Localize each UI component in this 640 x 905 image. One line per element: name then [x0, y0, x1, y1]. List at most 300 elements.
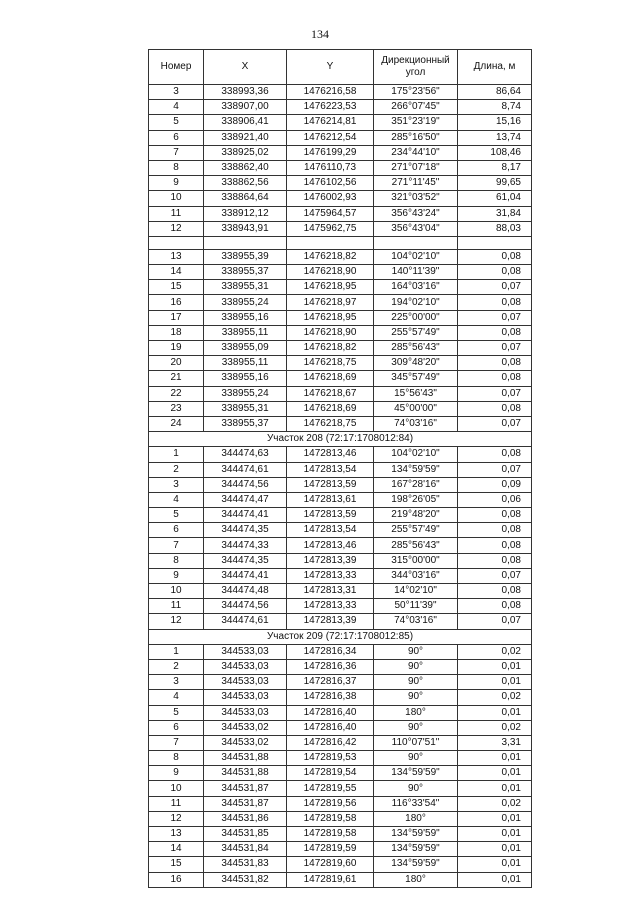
point-number-cell: 15: [149, 857, 204, 872]
length-cell: 0,02: [458, 720, 532, 735]
length-cell: 0,02: [458, 690, 532, 705]
y-coordinate-cell: 1472819,58: [287, 811, 374, 826]
table-row: [149, 584, 532, 599]
direction-angle-cell: 90°: [374, 659, 458, 674]
direction-angle-cell: 15°56'43": [374, 386, 458, 401]
point-number-cell: 13: [149, 827, 204, 842]
point-number-cell: 6: [149, 523, 204, 538]
direction-angle-cell: 234°44'10": [374, 145, 458, 160]
x-coordinate-cell: 338955,37: [204, 265, 287, 280]
table-row: [149, 690, 532, 705]
point-number-cell: 4: [149, 492, 204, 507]
direction-angle-cell: 90°: [374, 644, 458, 659]
header-length: Длина, м: [458, 50, 532, 85]
table-row: [149, 781, 532, 796]
direction-angle-cell: 74°03'16": [374, 416, 458, 431]
direction-angle-cell: 90°: [374, 720, 458, 735]
direction-angle-cell: 180°: [374, 811, 458, 826]
length-cell: 0,08: [458, 249, 532, 264]
length-cell: 0,01: [458, 857, 532, 872]
y-coordinate-cell: 1476218,69: [287, 401, 374, 416]
table-row: [149, 842, 532, 857]
y-coordinate-cell: 1476102,56: [287, 176, 374, 191]
point-number-cell: 11: [149, 206, 204, 221]
length-cell: 0,01: [458, 827, 532, 842]
table-row: [149, 477, 532, 492]
length-cell: 3,31: [458, 735, 532, 750]
direction-angle-cell: 180°: [374, 872, 458, 887]
y-coordinate-cell: 1472813,59: [287, 477, 374, 492]
table-row: [149, 265, 532, 280]
length-cell: 0,01: [458, 675, 532, 690]
direction-angle-cell: 140°11'39": [374, 265, 458, 280]
length-cell: 0,08: [458, 265, 532, 280]
y-coordinate-cell: 1476218,75: [287, 356, 374, 371]
table-row: [149, 508, 532, 523]
table-row: [149, 386, 532, 401]
table-row: [149, 206, 532, 221]
direction-angle-cell: 90°: [374, 690, 458, 705]
x-coordinate-cell: 338955,16: [204, 310, 287, 325]
point-number-cell: 4: [149, 100, 204, 115]
x-coordinate-cell: 344533,03: [204, 690, 287, 705]
direction-angle-cell: 134°59'59": [374, 462, 458, 477]
y-coordinate-cell: 1476002,93: [287, 191, 374, 206]
direction-angle-cell: 309°48'20": [374, 356, 458, 371]
x-coordinate-cell: 344474,41: [204, 508, 287, 523]
x-coordinate-cell: 338906,41: [204, 115, 287, 130]
direction-angle-cell: 134°59'59": [374, 827, 458, 842]
table-row: [149, 599, 532, 614]
y-coordinate-cell: 1472819,55: [287, 781, 374, 796]
length-cell: 31,84: [458, 206, 532, 221]
x-coordinate-cell: 344533,03: [204, 644, 287, 659]
length-cell: 0,08: [458, 523, 532, 538]
point-number-cell: 11: [149, 796, 204, 811]
x-coordinate-cell: 344474,35: [204, 553, 287, 568]
direction-angle-cell: 164°03'16": [374, 280, 458, 295]
coordinates-table: [148, 49, 532, 888]
length-cell: 0,08: [458, 538, 532, 553]
direction-angle-cell: 271°11'45": [374, 176, 458, 191]
direction-angle-cell: 219°48'20": [374, 508, 458, 523]
x-coordinate-cell: 338907,00: [204, 100, 287, 115]
point-number-cell: 9: [149, 568, 204, 583]
x-coordinate-cell: 344531,84: [204, 842, 287, 857]
table-row: [149, 280, 532, 295]
x-coordinate-cell: 344474,48: [204, 584, 287, 599]
y-coordinate-cell: 1472819,61: [287, 872, 374, 887]
y-coordinate-cell: 1476218,82: [287, 341, 374, 356]
length-cell: 0,08: [458, 508, 532, 523]
x-coordinate-cell: 344533,03: [204, 659, 287, 674]
table-row: [149, 857, 532, 872]
x-coordinate-cell: 344474,33: [204, 538, 287, 553]
table-row: [149, 705, 532, 720]
table-row: [149, 356, 532, 371]
section-row: [149, 629, 532, 644]
y-coordinate-cell: 1472816,40: [287, 720, 374, 735]
length-cell: 0,08: [458, 371, 532, 386]
direction-angle-cell: 14°02'10": [374, 584, 458, 599]
point-number-cell: 3: [149, 85, 204, 100]
y-coordinate-cell: 1476218,97: [287, 295, 374, 310]
length-cell: 0,08: [458, 599, 532, 614]
x-coordinate-cell: 344474,56: [204, 599, 287, 614]
section-title: Участок 208 (72:17:1708012:84): [149, 432, 532, 447]
x-coordinate-cell: 338955,16: [204, 371, 287, 386]
length-cell: 0,08: [458, 295, 532, 310]
x-coordinate-cell: 344533,02: [204, 735, 287, 750]
table-row: [149, 720, 532, 735]
table-row: [149, 553, 532, 568]
table-row: [149, 295, 532, 310]
direction-angle-cell: 104°02'10": [374, 249, 458, 264]
y-coordinate-cell: 1476218,82: [287, 249, 374, 264]
y-coordinate-cell: 1472819,53: [287, 751, 374, 766]
table-row: [149, 221, 532, 236]
section-row: [149, 432, 532, 447]
table-row: [149, 249, 532, 264]
header-x: X: [204, 50, 287, 85]
x-coordinate-cell: 344531,86: [204, 811, 287, 826]
y-coordinate-cell: 1472813,33: [287, 568, 374, 583]
x-coordinate-cell: 338955,31: [204, 401, 287, 416]
header-number: Номер: [149, 50, 204, 85]
point-number-cell: 6: [149, 720, 204, 735]
table-row: [149, 145, 532, 160]
length-cell: 0,08: [458, 325, 532, 340]
table-row: [149, 827, 532, 842]
point-number-cell: 7: [149, 538, 204, 553]
direction-angle-cell: 285°56'43": [374, 341, 458, 356]
x-coordinate-cell: 338993,36: [204, 85, 287, 100]
table-row: [149, 766, 532, 781]
length-cell: 0,01: [458, 705, 532, 720]
point-number-cell: 3: [149, 477, 204, 492]
point-number-cell: 16: [149, 295, 204, 310]
point-number-cell: 18: [149, 325, 204, 340]
length-cell: 0,08: [458, 401, 532, 416]
length-cell: 0,01: [458, 751, 532, 766]
point-number-cell: 7: [149, 145, 204, 160]
table-row: [149, 341, 532, 356]
x-coordinate-cell: 338955,31: [204, 280, 287, 295]
point-number-cell: 3: [149, 675, 204, 690]
y-coordinate-cell: 1476218,75: [287, 416, 374, 431]
y-coordinate-cell: 1476223,53: [287, 100, 374, 115]
length-cell: 0,07: [458, 614, 532, 629]
table-row: [149, 85, 532, 100]
table-row: [149, 416, 532, 431]
length-cell: 0,09: [458, 477, 532, 492]
x-coordinate-cell: 344531,82: [204, 872, 287, 887]
y-coordinate-cell: 1472819,59: [287, 842, 374, 857]
direction-angle-cell: 167°28'16": [374, 477, 458, 492]
y-coordinate-cell: 1472813,31: [287, 584, 374, 599]
point-number-cell: 12: [149, 221, 204, 236]
length-cell: 0,01: [458, 659, 532, 674]
y-coordinate-cell: 1475964,57: [287, 206, 374, 221]
table-row: [149, 310, 532, 325]
x-coordinate-cell: 344474,41: [204, 568, 287, 583]
direction-angle-cell: 225°00'00": [374, 310, 458, 325]
length-cell: 99,65: [458, 176, 532, 191]
direction-angle-cell: 321°03'52": [374, 191, 458, 206]
length-cell: 0,07: [458, 416, 532, 431]
header-row: [149, 50, 532, 85]
y-coordinate-cell: 1472813,61: [287, 492, 374, 507]
length-cell: 0,08: [458, 584, 532, 599]
point-number-cell: 8: [149, 751, 204, 766]
table-row: [149, 538, 532, 553]
direction-angle-cell: 255°57'49": [374, 523, 458, 538]
length-cell: 0,07: [458, 280, 532, 295]
y-coordinate-cell: 1475962,75: [287, 221, 374, 236]
direction-angle-cell: 351°23'19": [374, 115, 458, 130]
y-coordinate-cell: 1472819,56: [287, 796, 374, 811]
y-coordinate-cell: 1476199,29: [287, 145, 374, 160]
table-body: [149, 85, 532, 888]
y-coordinate-cell: 1472813,59: [287, 508, 374, 523]
length-cell: 0,07: [458, 310, 532, 325]
point-number-cell: 6: [149, 130, 204, 145]
x-coordinate-cell: 338955,24: [204, 295, 287, 310]
direction-angle-cell: 285°56'43": [374, 538, 458, 553]
table-row: [149, 811, 532, 826]
length-cell: 108,46: [458, 145, 532, 160]
length-cell: 86,64: [458, 85, 532, 100]
direction-angle-cell: 255°57'49": [374, 325, 458, 340]
x-coordinate-cell: 338955,24: [204, 386, 287, 401]
point-number-cell: 1: [149, 644, 204, 659]
point-number-cell: 24: [149, 416, 204, 431]
point-number-cell: 5: [149, 115, 204, 130]
direction-angle-cell: 356°43'24": [374, 206, 458, 221]
direction-angle-cell: 175°23'56": [374, 85, 458, 100]
point-number-cell: 12: [149, 811, 204, 826]
point-number-cell: 10: [149, 584, 204, 599]
table-row: [149, 462, 532, 477]
length-cell: 0,08: [458, 553, 532, 568]
point-number-cell: 7: [149, 735, 204, 750]
length-cell: 0,01: [458, 781, 532, 796]
direction-angle-cell: 74°03'16": [374, 614, 458, 629]
x-coordinate-cell: 344474,61: [204, 462, 287, 477]
direction-angle-cell: 194°02'10": [374, 295, 458, 310]
x-coordinate-cell: 338955,11: [204, 325, 287, 340]
table-row: [149, 659, 532, 674]
direction-angle-cell: 45°00'00": [374, 401, 458, 416]
header-y: Y: [287, 50, 374, 85]
length-cell: 0,01: [458, 842, 532, 857]
point-number-cell: 1: [149, 447, 204, 462]
x-coordinate-cell: 338955,37: [204, 416, 287, 431]
direction-angle-cell: 134°59'59": [374, 766, 458, 781]
x-coordinate-cell: 344474,61: [204, 614, 287, 629]
direction-angle-cell: 266°07'45": [374, 100, 458, 115]
table-row: [149, 614, 532, 629]
y-coordinate-cell: 1472813,46: [287, 538, 374, 553]
y-coordinate-cell: 1476218,69: [287, 371, 374, 386]
length-cell: 0,01: [458, 766, 532, 781]
direction-angle-cell: 134°59'59": [374, 842, 458, 857]
table-row: [149, 371, 532, 386]
x-coordinate-cell: 338955,11: [204, 356, 287, 371]
table-row: [149, 160, 532, 175]
x-coordinate-cell: 344531,87: [204, 796, 287, 811]
point-number-cell: 2: [149, 659, 204, 674]
y-coordinate-cell: 1476218,90: [287, 265, 374, 280]
table-row: [149, 325, 532, 340]
x-coordinate-cell: 344533,02: [204, 720, 287, 735]
length-cell: 8,74: [458, 100, 532, 115]
direction-angle-cell: 271°07'18": [374, 160, 458, 175]
table-row: [149, 872, 532, 887]
point-number-cell: 14: [149, 265, 204, 280]
point-number-cell: 10: [149, 191, 204, 206]
x-coordinate-cell: 338925,02: [204, 145, 287, 160]
direction-angle-cell: 180°: [374, 705, 458, 720]
x-coordinate-cell: 344533,03: [204, 675, 287, 690]
point-number-cell: 10: [149, 781, 204, 796]
table-row: [149, 644, 532, 659]
x-coordinate-cell: 338864,64: [204, 191, 287, 206]
y-coordinate-cell: 1472816,36: [287, 659, 374, 674]
length-cell: 0,07: [458, 462, 532, 477]
length-cell: 61,04: [458, 191, 532, 206]
page-number: 134: [311, 27, 329, 41]
x-coordinate-cell: 338862,56: [204, 176, 287, 191]
length-cell: 0,01: [458, 811, 532, 826]
y-coordinate-cell: 1472819,58: [287, 827, 374, 842]
direction-angle-cell: 90°: [374, 751, 458, 766]
x-coordinate-cell: 344474,35: [204, 523, 287, 538]
point-number-cell: 17: [149, 310, 204, 325]
point-number-cell: 8: [149, 160, 204, 175]
point-number-cell: 13: [149, 249, 204, 264]
point-number-cell: 15: [149, 280, 204, 295]
direction-angle-cell: 198°26'05": [374, 492, 458, 507]
point-number-cell: 9: [149, 176, 204, 191]
direction-angle-cell: 90°: [374, 781, 458, 796]
length-cell: 0,02: [458, 796, 532, 811]
direction-angle-cell: 344°03'16": [374, 568, 458, 583]
length-cell: 0,07: [458, 386, 532, 401]
y-coordinate-cell: 1476218,67: [287, 386, 374, 401]
direction-angle-cell: 90°: [374, 675, 458, 690]
x-coordinate-cell: 344474,47: [204, 492, 287, 507]
point-number-cell: 2: [149, 462, 204, 477]
length-cell: 8,17: [458, 160, 532, 175]
y-coordinate-cell: 1476218,90: [287, 325, 374, 340]
point-number-cell: 11: [149, 599, 204, 614]
x-coordinate-cell: 338955,39: [204, 249, 287, 264]
point-number-cell: 12: [149, 614, 204, 629]
point-number-cell: 23: [149, 401, 204, 416]
x-coordinate-cell: 344531,85: [204, 827, 287, 842]
y-coordinate-cell: 1476212,54: [287, 130, 374, 145]
direction-angle-cell: 116°33'54": [374, 796, 458, 811]
point-number-cell: 4: [149, 690, 204, 705]
y-coordinate-cell: 1472819,54: [287, 766, 374, 781]
x-coordinate-cell: 338912,12: [204, 206, 287, 221]
y-coordinate-cell: 1476110,73: [287, 160, 374, 175]
y-coordinate-cell: 1472813,46: [287, 447, 374, 462]
y-coordinate-cell: 1476214,81: [287, 115, 374, 130]
point-number-cell: 19: [149, 341, 204, 356]
point-number-cell: 20: [149, 356, 204, 371]
length-cell: 0,07: [458, 341, 532, 356]
y-coordinate-cell: 1472819,60: [287, 857, 374, 872]
point-number-cell: 5: [149, 508, 204, 523]
point-number-cell: 14: [149, 842, 204, 857]
length-cell: 0,08: [458, 356, 532, 371]
y-coordinate-cell: 1472816,42: [287, 735, 374, 750]
table-row: [149, 130, 532, 145]
direction-angle-cell: 356°43'04": [374, 221, 458, 236]
y-coordinate-cell: 1476218,95: [287, 310, 374, 325]
x-coordinate-cell: 344474,56: [204, 477, 287, 492]
y-coordinate-cell: 1472813,39: [287, 553, 374, 568]
table-row: [149, 568, 532, 583]
x-coordinate-cell: 338943,91: [204, 221, 287, 236]
direction-angle-cell: 285°16'50": [374, 130, 458, 145]
x-coordinate-cell: 344531,83: [204, 857, 287, 872]
x-coordinate-cell: 344531,87: [204, 781, 287, 796]
table-row: [149, 523, 532, 538]
table-row: [149, 100, 532, 115]
direction-angle-cell: 104°02'10": [374, 447, 458, 462]
table-row: [149, 675, 532, 690]
y-coordinate-cell: 1472816,40: [287, 705, 374, 720]
point-number-cell: 9: [149, 766, 204, 781]
length-cell: 0,01: [458, 872, 532, 887]
x-coordinate-cell: 344474,63: [204, 447, 287, 462]
x-coordinate-cell: 344533,03: [204, 705, 287, 720]
table-row: [149, 191, 532, 206]
point-number-cell: 21: [149, 371, 204, 386]
x-coordinate-cell: 344531,88: [204, 751, 287, 766]
x-coordinate-cell: 344531,88: [204, 766, 287, 781]
y-coordinate-cell: 1472816,37: [287, 675, 374, 690]
table-row: [149, 492, 532, 507]
blank-row: [149, 236, 532, 249]
table-row: [149, 401, 532, 416]
y-coordinate-cell: 1476218,95: [287, 280, 374, 295]
x-coordinate-cell: 338921,40: [204, 130, 287, 145]
length-cell: 0,06: [458, 492, 532, 507]
point-number-cell: 22: [149, 386, 204, 401]
point-number-cell: 8: [149, 553, 204, 568]
y-coordinate-cell: 1472816,34: [287, 644, 374, 659]
table-row: [149, 751, 532, 766]
point-number-cell: 5: [149, 705, 204, 720]
table-row: [149, 796, 532, 811]
y-coordinate-cell: 1472816,38: [287, 690, 374, 705]
table-row: [149, 115, 532, 130]
y-coordinate-cell: 1472813,54: [287, 523, 374, 538]
direction-angle-cell: 315°00'00": [374, 553, 458, 568]
section-title: Участок 209 (72:17:1708012:85): [149, 629, 532, 644]
y-coordinate-cell: 1472813,33: [287, 599, 374, 614]
x-coordinate-cell: 338955,09: [204, 341, 287, 356]
direction-angle-cell: 110°07'51": [374, 735, 458, 750]
y-coordinate-cell: 1476216,58: [287, 85, 374, 100]
y-coordinate-cell: 1472813,54: [287, 462, 374, 477]
length-cell: 0,07: [458, 568, 532, 583]
table-row: [149, 176, 532, 191]
